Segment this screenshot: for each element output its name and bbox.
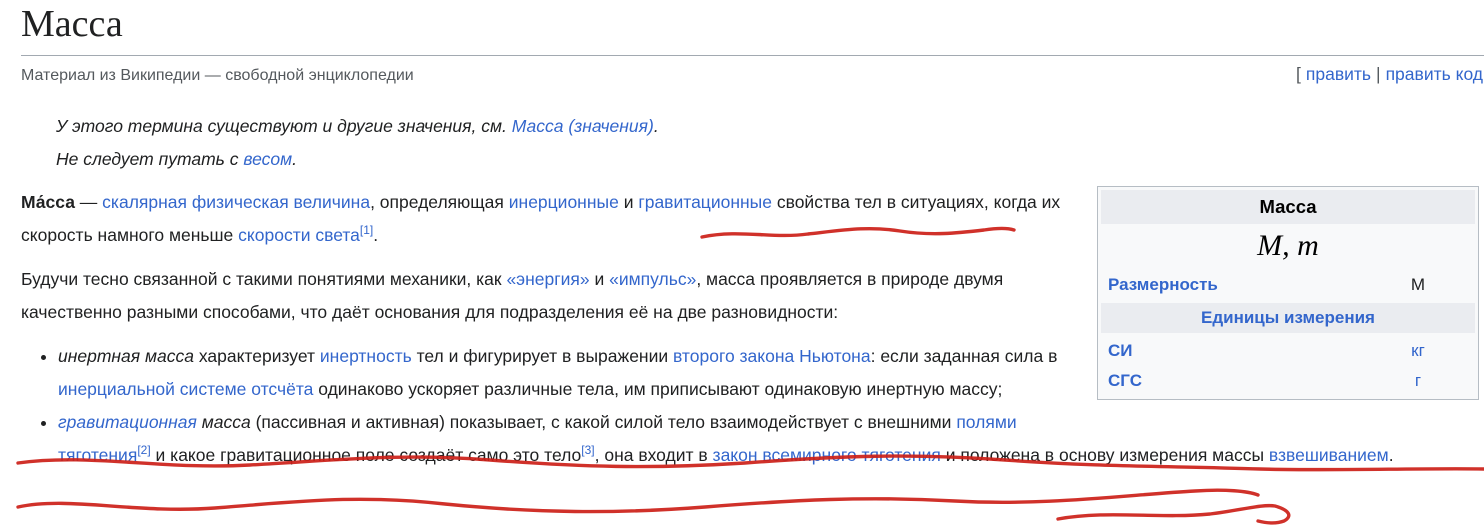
paragraph-definition: Ма́сса — скалярная физическая величина, определяющая инерционные и гравитационные свойства тел в ситуациях, когда их скорость намного меньше скорости света[1]. [21, 191, 1061, 245]
article-page [0, 3, 1484, 472]
si-link[interactable]: СИ [1108, 340, 1133, 360]
edit-links [1296, 64, 1484, 85]
wiki-link[interactable]: скалярная физическая величина [102, 191, 371, 212]
infobox-physical-quantity [1097, 186, 1479, 400]
wiki-link[interactable]: инертность [319, 345, 412, 366]
wiki-link[interactable]: взвешиванием [1268, 444, 1389, 465]
wiki-link[interactable]: «энергия» [506, 268, 590, 289]
red-underline-list-line2 [18, 490, 1258, 511]
reference-link[interactable]: [2] [137, 442, 151, 457]
cgs-unit-link[interactable]: г [1414, 370, 1422, 390]
page-title: Масса [21, 3, 1484, 56]
list-item-gravitational-mass: • гравитационная масса (пассивная и активная) показывает, с какой силой тело взаимодействует с внешними полями тяготения[2] и какое гравитационное поле создаёт само это тело[3], она входит в закон всемирного тяготения и положена в основу измерения массы взвешиванием. [58, 406, 1484, 472]
wiki-link[interactable]: скорости света [238, 224, 360, 245]
wiki-link[interactable]: гравитационная [58, 411, 197, 432]
list-item-inertial-mass: • инертная масса характеризует инертность тел и фигурирует в выражении второго закона Ньютона: если заданная сила в инерциальной системе отсчёта одинаково ускоряет различные тела, им приписывают одинаковую инертную массу; [58, 340, 1484, 406]
edit-source-link[interactable]: править код [1385, 63, 1483, 84]
infobox-units-header: Единицы измерения [1101, 303, 1475, 333]
infobox-row-dimension [1101, 270, 1475, 300]
edit-separator: | [1376, 63, 1381, 84]
infobox-formula: M, m [1257, 228, 1319, 262]
reference-link[interactable]: [3] [581, 442, 595, 457]
si-unit-link[interactable]: кг [1411, 340, 1425, 360]
cgs-link[interactable]: СГС [1108, 370, 1142, 390]
article-content [21, 186, 1484, 472]
hatnote-not-confuse: Не следует путать с весом. [56, 148, 297, 169]
wiki-link[interactable]: «импульс» [609, 268, 697, 289]
red-underline-bottom-flourish [1058, 506, 1289, 523]
edit-link[interactable]: править [1305, 63, 1372, 84]
wiki-link[interactable]: второго закона Ньютона [673, 345, 871, 366]
dimension-value: М [1410, 274, 1426, 294]
infobox-row-cgs [1101, 366, 1475, 396]
wiki-link[interactable]: закон всемирного тяготения [712, 444, 941, 465]
header-subrow [21, 64, 1484, 85]
wiki-link[interactable]: гравитационные [638, 191, 772, 212]
edit-open-bracket: [ [1296, 63, 1301, 84]
hatnote-disambiguation: У этого термина существуют и другие значения, см. Масса (значения). [56, 115, 659, 136]
wiki-link[interactable]: инерциальной системе отсчёта [58, 378, 314, 399]
wiki-link[interactable]: Масса (значения) [511, 115, 654, 136]
infobox-row-si [1101, 336, 1475, 366]
wiki-link[interactable]: весом [243, 148, 293, 169]
dimension-link[interactable]: Размерность [1108, 274, 1218, 294]
wiki-link[interactable]: инерционные [508, 191, 619, 212]
paragraph-varieties: Будучи тесно связанной с такими понятиями механики, как «энергия» и «импульс», масса проявляется в природе двумя качественно разными способами, что даёт основания для подразделения её на две разновидности: [21, 268, 1004, 322]
site-subtitle: Материал из Википедии — свободной энциклопедии [21, 66, 414, 84]
reference-link[interactable]: [1] [359, 222, 374, 237]
wiki-link[interactable]: полями тяготения [58, 411, 1017, 465]
hatnotes [56, 110, 1484, 176]
infobox-title: Масса [1101, 190, 1475, 224]
